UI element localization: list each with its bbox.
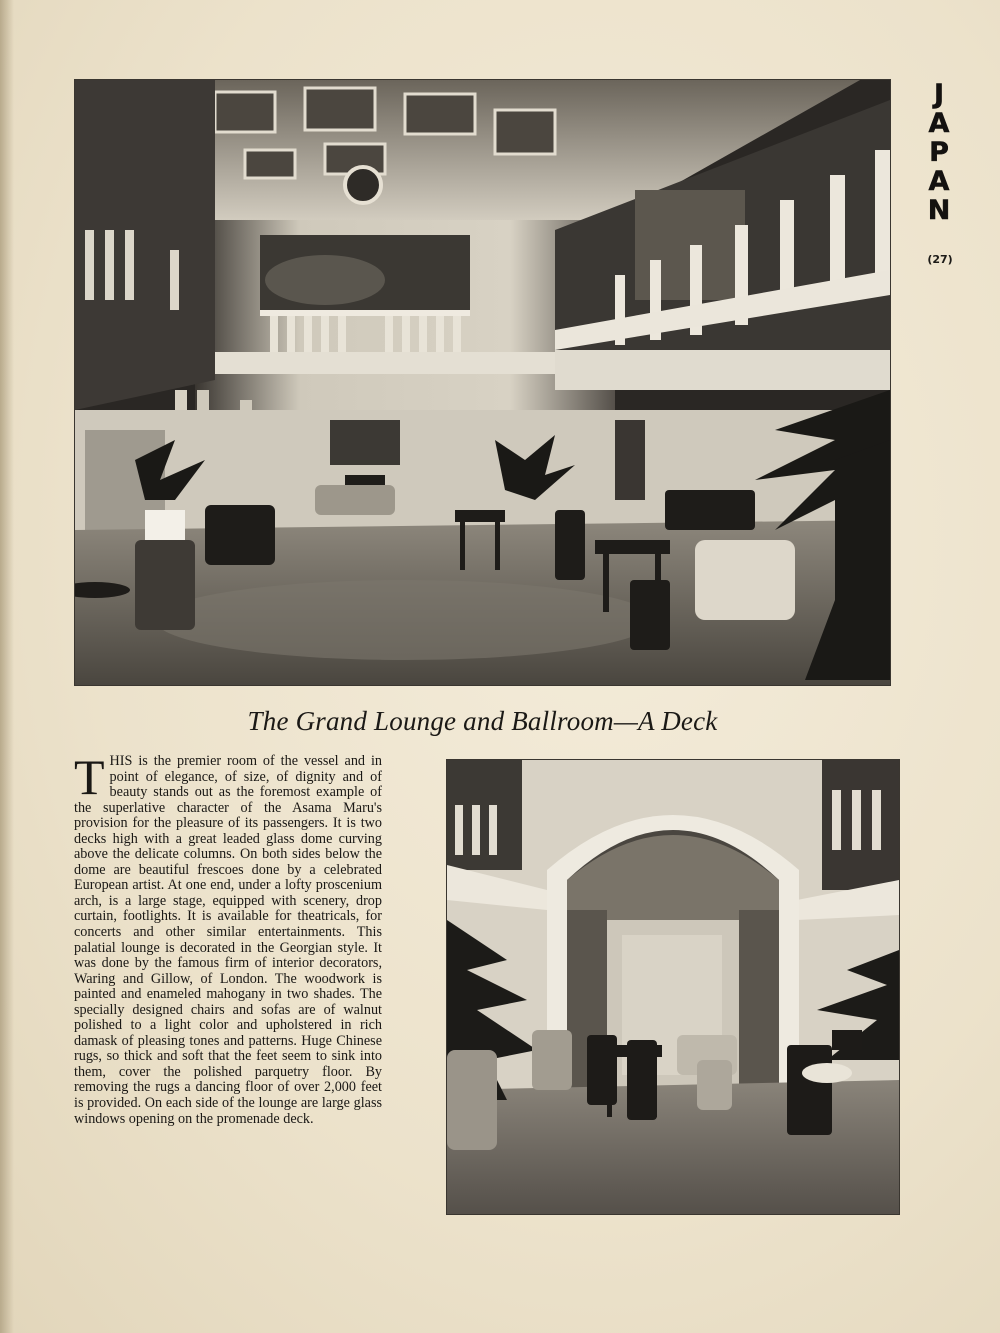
grand-lounge-photo bbox=[75, 80, 890, 685]
article-body bbox=[74, 749, 382, 1127]
stage-photo bbox=[447, 760, 899, 1214]
title-letter: J bbox=[933, 79, 945, 110]
title-letter: A bbox=[928, 166, 950, 197]
photo-caption: The Grand Lounge and Ballroom—A Deck bbox=[247, 706, 718, 736]
vertical-title-japan bbox=[924, 80, 954, 225]
title-letter: A bbox=[928, 108, 950, 139]
page-edge-shadow bbox=[0, 0, 14, 1333]
page-number: (27) bbox=[927, 253, 953, 266]
title-letter: N bbox=[927, 195, 951, 226]
title-letter: P bbox=[929, 137, 949, 168]
article-text: HIS is the premier room of the vessel and in point of elegance, of size, of dignity and of beauty stands out as the foremost example of the superlative character of the Asama Maru's provision for the pleasure of its passengers. It is two decks high with a great leaded glass dome curving above the delicate columns. On both sides below the dome are beautiful frescoes done by a celebrated European artist. At one end, under a lofty proscenium arch, is a large stage, equipped with scenery, drop curtain, footlights. It is available for theatricals, for concerts and other similar entertainments. This palatial lounge is decorated in the Georgian style. It was done by the famous firm of interior decorators, Waring and Gillow, of London. The woodwork is painted and enameled mahogany in two shades. The specially designed chairs and sofas are of walnut polished to a light color and upholstered in rich damask of pleasing tones and patterns. Huge Chinese rugs, so thick and soft that the feet seem to sink into them, cover the polished parquetry floor. By removing the rugs a dancing floor of over 2,000 feet is provided. On each side of the lounge are large glass windows opening on the promenade deck. bbox=[74, 753, 382, 1127]
drop-cap: T bbox=[74, 749, 105, 805]
